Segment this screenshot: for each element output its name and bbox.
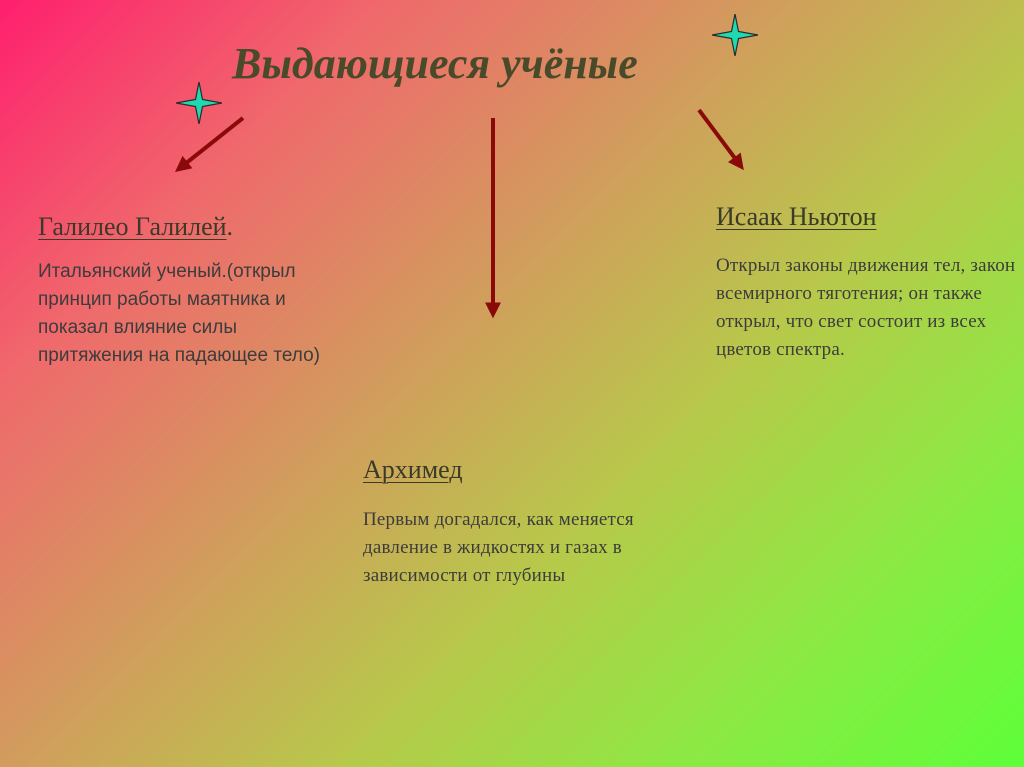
sparkle-star-icon xyxy=(176,82,222,124)
arrow-down-right-icon xyxy=(699,110,740,165)
archimedes-description: Первым догадался, как меняется давление в жидкостях и газах в зависимости от глубины xyxy=(363,509,634,586)
slide-title: Выдающиеся учёные xyxy=(232,39,638,88)
arrow-down-left-icon xyxy=(180,118,243,168)
sparkle-star-icon xyxy=(712,14,758,56)
galileo-name: Галилео Галилей xyxy=(38,212,227,241)
galileo-heading xyxy=(38,212,233,242)
newton-description: Открыл законы движения тел, закон всемирного тяготения; он также открыл, что свет состоит из всех цветов спектра. xyxy=(716,255,1016,360)
galileo-description: Итальянский ученый.(открыл принцип работы маятника и показал влияние силы притяжения на падающее тело) xyxy=(38,261,320,366)
newton-name: Исаак Ньютон xyxy=(716,202,877,231)
galileo-name-suffix: . xyxy=(226,212,234,241)
archimedes-name: Архимед xyxy=(363,455,463,484)
